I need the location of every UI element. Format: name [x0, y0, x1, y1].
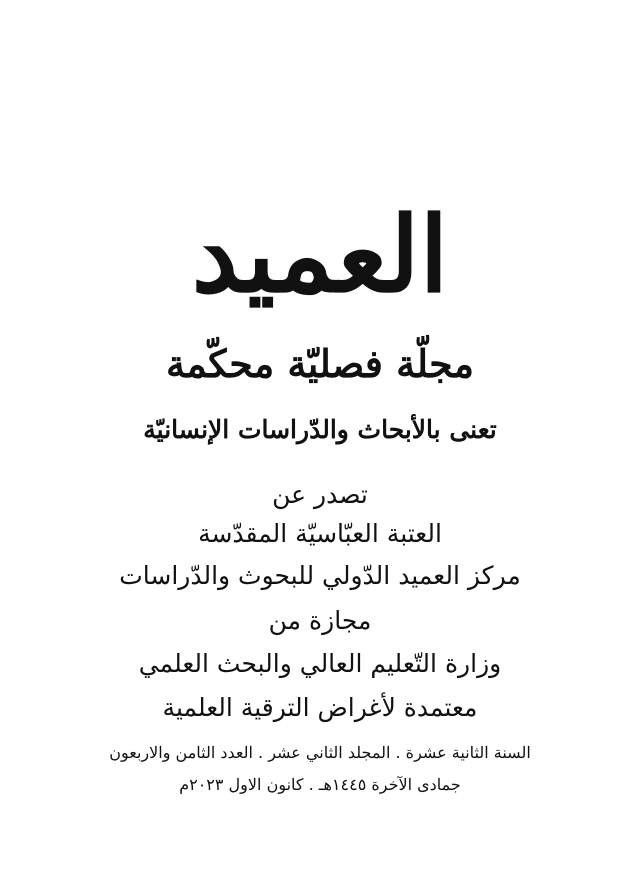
publisher-line-2: مركز العميد الدّولي للبحوث والدّراسات: [119, 561, 521, 590]
ministry-line: وزارة التّعليم العالي والبحث العلمي: [138, 649, 502, 678]
issue-volume-line: السنة الثانية عشرة . المجلد الثاني عشر . العدد الثامن والاربعون: [109, 743, 531, 762]
journal-tagline: تعنى بالأبحاث والدّراسات الإنسانيّة: [143, 415, 497, 444]
accreditation-line: معتمدة لأغراض الترقية العلمية: [162, 693, 478, 722]
issue-date-line: جمادى الآخرة ١٤٤٥هـ . كانون الاول ٢٠٢٣م: [179, 775, 461, 794]
approval-label: مجازة من: [268, 606, 372, 635]
journal-title: العميد: [191, 193, 449, 316]
publisher-line-1: العتبة العبّاسيّة المقدّسة: [198, 519, 442, 548]
journal-subtitle: مجلّة فصليّة محكّمة: [165, 341, 475, 386]
publisher-label: تصدر عن: [272, 480, 368, 509]
